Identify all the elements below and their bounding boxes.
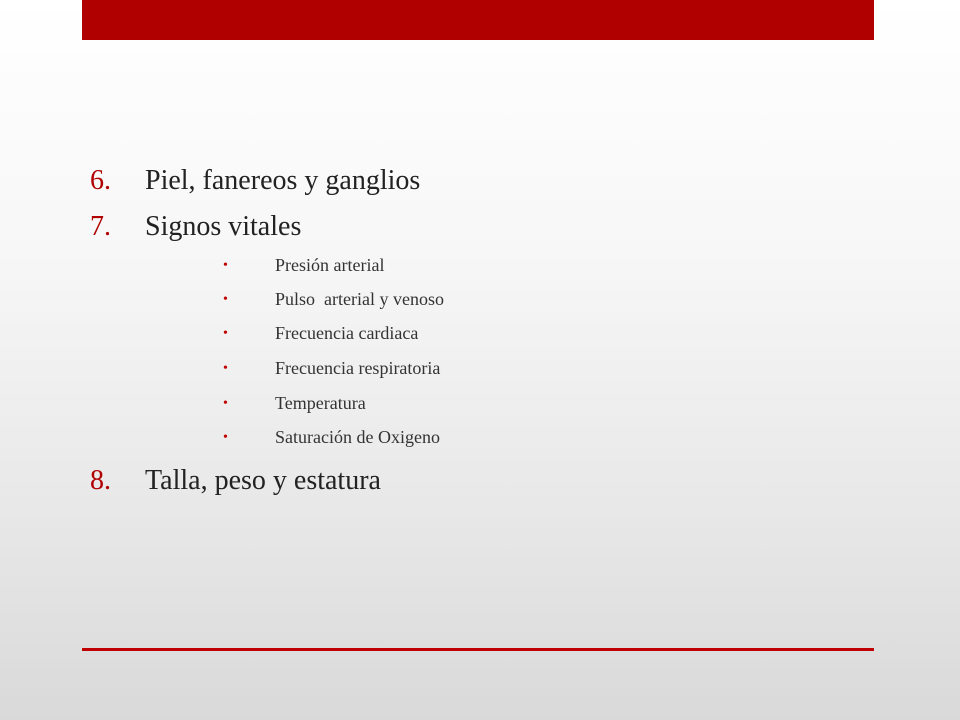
list-item-text: Talla, peso y estatura	[145, 465, 381, 496]
sub-item-text: Frecuencia cardiaca	[275, 323, 419, 343]
sub-item-pulse	[223, 290, 444, 308]
sub-item-oxygen-saturation	[223, 428, 440, 446]
bullet-icon: •	[223, 361, 228, 376]
sub-item-text: Temperatura	[275, 393, 366, 413]
sub-item-blood-pressure	[223, 256, 384, 274]
list-item-height-weight	[90, 467, 381, 495]
sub-item-text: Presión arterial	[275, 255, 385, 275]
footer-divider	[82, 648, 874, 651]
list-number: 6.	[90, 165, 111, 196]
bullet-icon: •	[223, 292, 228, 307]
list-item-text: Signos vitales	[145, 211, 302, 242]
list-number: 8.	[90, 465, 111, 496]
list-item-vital-signs	[90, 213, 301, 241]
sub-item-respiratory-rate	[223, 359, 440, 377]
bullet-icon: •	[223, 258, 228, 273]
bullet-icon: •	[223, 326, 228, 341]
list-number: 7.	[90, 211, 111, 242]
sub-item-heart-rate	[223, 324, 418, 342]
list-item-skin	[90, 167, 420, 195]
bullet-icon: •	[223, 396, 228, 411]
sub-item-text: Pulso arterial y venoso	[275, 289, 444, 309]
header-accent-bar	[82, 0, 874, 40]
sub-item-text: Saturación de Oxigeno	[275, 427, 440, 447]
sub-item-text: Frecuencia respiratoria	[275, 358, 441, 378]
list-item-text: Piel, fanereos y ganglios	[145, 165, 421, 196]
bullet-icon: •	[223, 430, 228, 445]
sub-item-temperature	[223, 394, 366, 412]
